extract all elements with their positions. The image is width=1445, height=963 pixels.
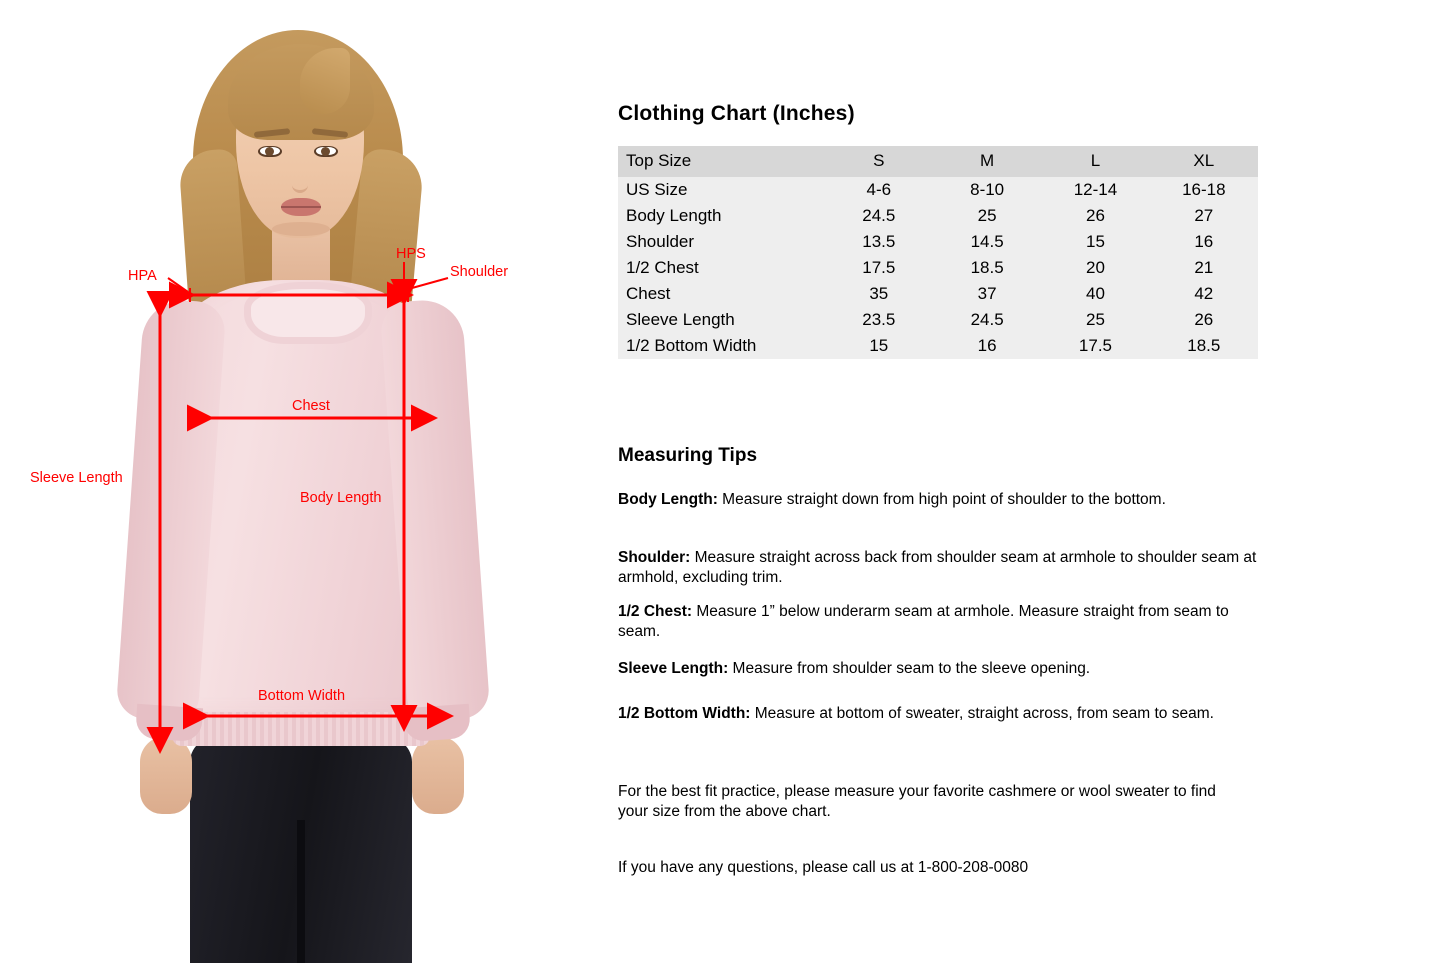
cell: 15 [869, 336, 889, 355]
row-label: Sleeve Length [626, 310, 735, 329]
cell: 24.5 [862, 206, 896, 225]
note-best-fit: For the best fit practice, please measure your favorite cashmere or wool sweater to find your size from the above chart. [618, 783, 1216, 820]
chart-title: Clothing Chart (Inches) [618, 102, 855, 125]
tip-text: Measure at bottom of sweater, straight across, from seam to seam. [750, 705, 1214, 722]
label-chest: Chest [292, 398, 330, 414]
row-label: 1/2 Bottom Width [626, 336, 757, 355]
cell: 27 [1194, 206, 1214, 225]
sweater-cuff-left [135, 704, 203, 743]
table-row [618, 281, 1258, 307]
table-row [618, 307, 1258, 333]
model-hand-right [412, 736, 464, 814]
cell: 16-18 [1182, 180, 1226, 199]
cell: 17.5 [862, 258, 896, 277]
cell: 20 [1086, 258, 1105, 277]
cell: 16 [977, 336, 997, 355]
cell: 17.5 [1078, 336, 1112, 355]
cell: 23.5 [862, 310, 896, 329]
row-label: Chest [626, 284, 671, 303]
label-sleeve-length: Sleeve Length [30, 470, 123, 486]
model-pants-inseam [297, 820, 305, 963]
cell: 40 [1086, 284, 1105, 303]
model-eye-right [314, 146, 338, 157]
tip-text: Measure from shoulder seam to the sleeve opening. [728, 660, 1091, 677]
tip-text: Measure 1” below underarm seam at armhole. Measure straight from seam to seam. [618, 603, 1229, 640]
cell: 25 [1086, 310, 1105, 329]
tip-text: Measure straight across back from shoulder seam at armhole to shoulder seam at armhold, excluding trim. [618, 549, 1257, 586]
row-label: US Size [626, 180, 688, 199]
size-chart-panel [600, 0, 1445, 963]
cell: 4-6 [866, 180, 892, 199]
cell: 18.5 [1187, 336, 1221, 355]
model-lip-line [281, 206, 321, 208]
row-label: Body Length [626, 206, 722, 225]
tip-body-length [618, 490, 1258, 510]
model-diagram-panel [0, 0, 600, 963]
table-row [618, 229, 1258, 255]
table-row [618, 333, 1258, 359]
measuring-tips-title: Measuring Tips [618, 445, 758, 466]
sweater-collar [244, 282, 372, 344]
tip-term: Body Length: [618, 491, 718, 508]
cell: 26 [1194, 310, 1214, 329]
size-chart-table [618, 146, 1258, 359]
cell: 16 [1194, 232, 1214, 251]
cell: 15 [1086, 232, 1105, 251]
label-hpa: HPA [128, 268, 157, 284]
column-header-top-size: Top Size [618, 146, 825, 177]
cell: 21 [1194, 258, 1214, 277]
row-label: Shoulder [626, 232, 695, 251]
cell: 24.5 [970, 310, 1004, 329]
tip-half-chest [618, 602, 1258, 642]
column-header-s: S [825, 146, 933, 177]
tip-sleeve-length [618, 659, 1258, 679]
tip-shoulder [618, 548, 1258, 588]
tip-term: 1/2 Bottom Width: [618, 705, 751, 722]
tip-term: Shoulder: [618, 549, 691, 566]
table-row [618, 177, 1258, 203]
cell: 35 [869, 284, 889, 303]
tip-term: Sleeve Length: [618, 660, 729, 677]
cell: 14.5 [970, 232, 1004, 251]
table-row [618, 203, 1258, 229]
table-row [618, 255, 1258, 281]
table-header-row [618, 146, 1258, 177]
sweater-cuff-right [403, 704, 471, 743]
tip-half-bottom-width [618, 704, 1258, 724]
label-body-length: Body Length [300, 490, 382, 506]
cell: 26 [1086, 206, 1105, 225]
cell: 13.5 [862, 232, 896, 251]
tip-text: Measure straight down from high point of shoulder to the bottom. [717, 491, 1166, 508]
cell: 42 [1194, 284, 1214, 303]
sweater-hem [172, 712, 430, 746]
cell: 12-14 [1073, 180, 1118, 199]
label-hps: HPS [396, 246, 426, 262]
model-hand-left [140, 736, 192, 814]
column-header-m: M [933, 146, 1041, 177]
note-contact: If you have any questions, please call us at 1-800-208-0080 [618, 859, 1029, 876]
cell: 18.5 [970, 258, 1004, 277]
model-chin-shading [272, 222, 330, 236]
model-eye-left [258, 146, 282, 157]
column-header-l: L [1041, 146, 1149, 177]
label-shoulder: Shoulder [450, 264, 509, 280]
model-nose [292, 162, 308, 193]
tip-term: 1/2 Chest: [618, 603, 693, 620]
cell: 8-10 [970, 180, 1005, 199]
label-bottom-width: Bottom Width [258, 688, 346, 704]
cell: 37 [977, 284, 997, 303]
column-header-xl: XL [1150, 146, 1258, 177]
row-label: 1/2 Chest [626, 258, 699, 277]
cell: 25 [977, 206, 997, 225]
